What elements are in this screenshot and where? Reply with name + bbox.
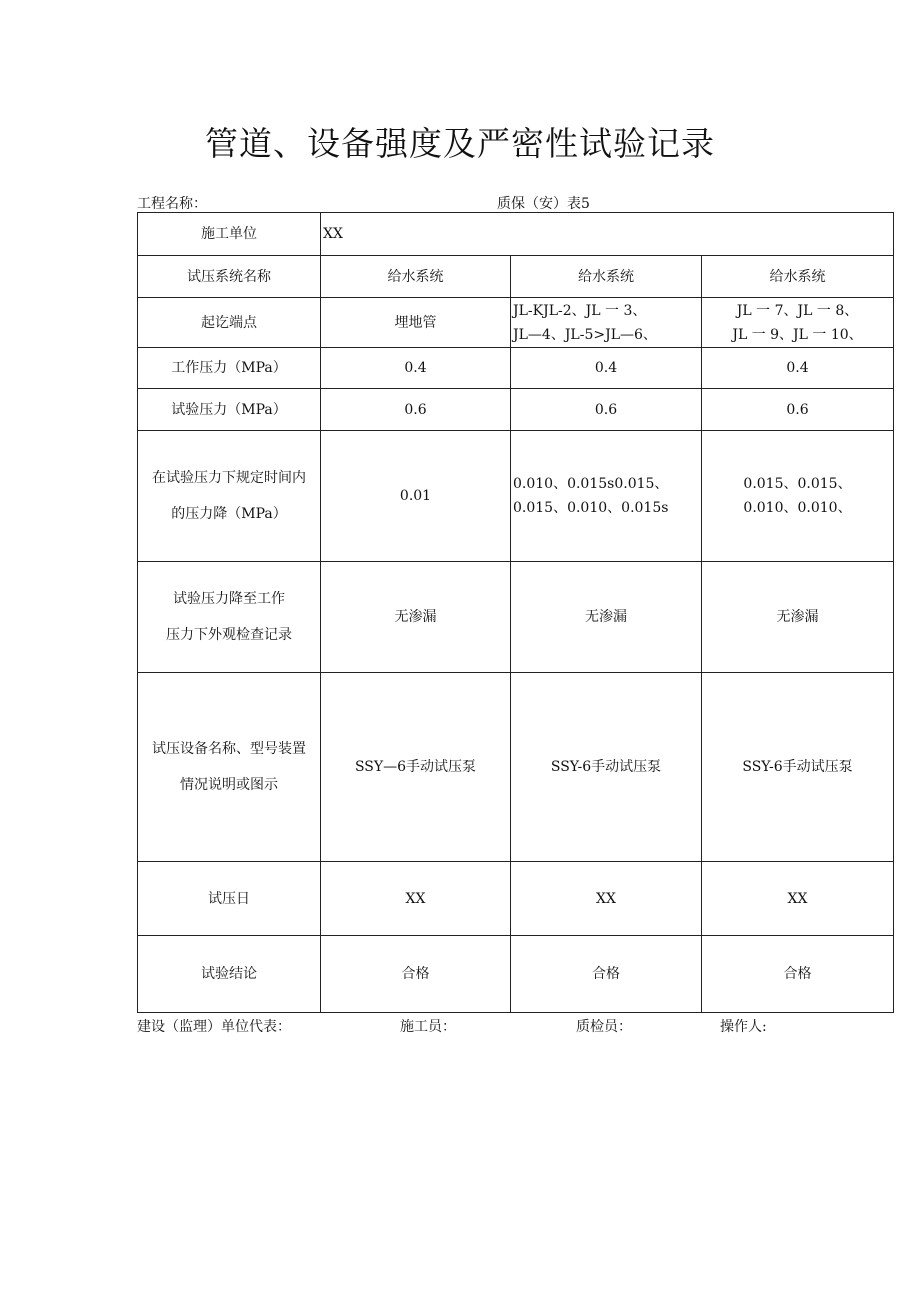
cell-value: 埋地管 <box>321 298 511 348</box>
cell-value: SSY—6手动试压泵 <box>321 673 511 862</box>
table-row <box>138 213 894 256</box>
row-label: 试压设备名称、型号装置 情况说明或图示 <box>138 673 321 862</box>
project-name-label: 工程名称： <box>137 196 207 212</box>
cell-value: 合格 <box>702 936 894 1013</box>
test-record-table <box>137 212 894 1013</box>
cell-value: 0.6 <box>511 389 702 431</box>
row-label: 试压日 <box>138 862 321 936</box>
owner-representative-label: 建设（监理）单位代表： <box>137 1019 291 1035</box>
cell-value: XX <box>511 862 702 936</box>
construction-unit-value: XX <box>321 213 894 256</box>
row-label: 试验压力（MPa） <box>138 389 321 431</box>
table-row <box>138 348 894 389</box>
cell-value: 0.4 <box>702 348 894 389</box>
cell-value: 无渗漏 <box>702 562 894 673</box>
table-row <box>138 562 894 673</box>
builder-label: 施工员： <box>400 1019 456 1035</box>
inspector-label: 质检员： <box>576 1019 632 1035</box>
table-row <box>138 389 894 431</box>
cell-value: 给水系统 <box>321 256 511 298</box>
row-label: 试验结论 <box>138 936 321 1013</box>
cell-value: 合格 <box>511 936 702 1013</box>
row-label: 工作压力（MPa） <box>138 348 321 389</box>
cell-value: 0.6 <box>321 389 511 431</box>
form-code: 质保（安）表5 <box>497 196 590 212</box>
cell-value: SSY-6手动试压泵 <box>511 673 702 862</box>
row-label: 起讫端点 <box>138 298 321 348</box>
cell-value: XX <box>321 862 511 936</box>
cell-value: 0.015、0.015、 0.010、0.010、 <box>702 431 894 562</box>
cell-value: JL 一 7、JL 一 8、 JL 一 9、JL 一 10、 <box>702 298 894 348</box>
row-label: 试压系统名称 <box>138 256 321 298</box>
document-title: 管道、设备强度及严密性试验记录 <box>205 124 715 163</box>
cell-value: 无渗漏 <box>511 562 702 673</box>
cell-value: 0.4 <box>321 348 511 389</box>
cell-value: 合格 <box>321 936 511 1013</box>
construction-unit-label: 施工单位 <box>138 213 321 256</box>
cell-value: 0.4 <box>511 348 702 389</box>
cell-value: 0.010、0.015s0.015、 0.015、0.010、0.015s <box>511 431 702 562</box>
row-label: 在试验压力下规定时间内 的压力降（MPa） <box>138 431 321 562</box>
cell-value: SSY-6手动试压泵 <box>702 673 894 862</box>
table-row <box>138 431 894 562</box>
cell-value: 0.01 <box>321 431 511 562</box>
operator-label: 操作人: <box>720 1019 767 1035</box>
cell-value: XX <box>702 862 894 936</box>
cell-value: 给水系统 <box>511 256 702 298</box>
cell-value: 无渗漏 <box>321 562 511 673</box>
cell-value: 给水系统 <box>702 256 894 298</box>
cell-value: 0.6 <box>702 389 894 431</box>
cell-value: JL-KJL-2、JL 一 3、 JL—4、JL-5>JL—6、 <box>511 298 702 348</box>
table-row <box>138 673 894 862</box>
table-row <box>138 256 894 298</box>
table-row <box>138 936 894 1013</box>
table-row <box>138 298 894 348</box>
table-row <box>138 862 894 936</box>
row-label: 试验压力降至工作 压力下外观检查记录 <box>138 562 321 673</box>
